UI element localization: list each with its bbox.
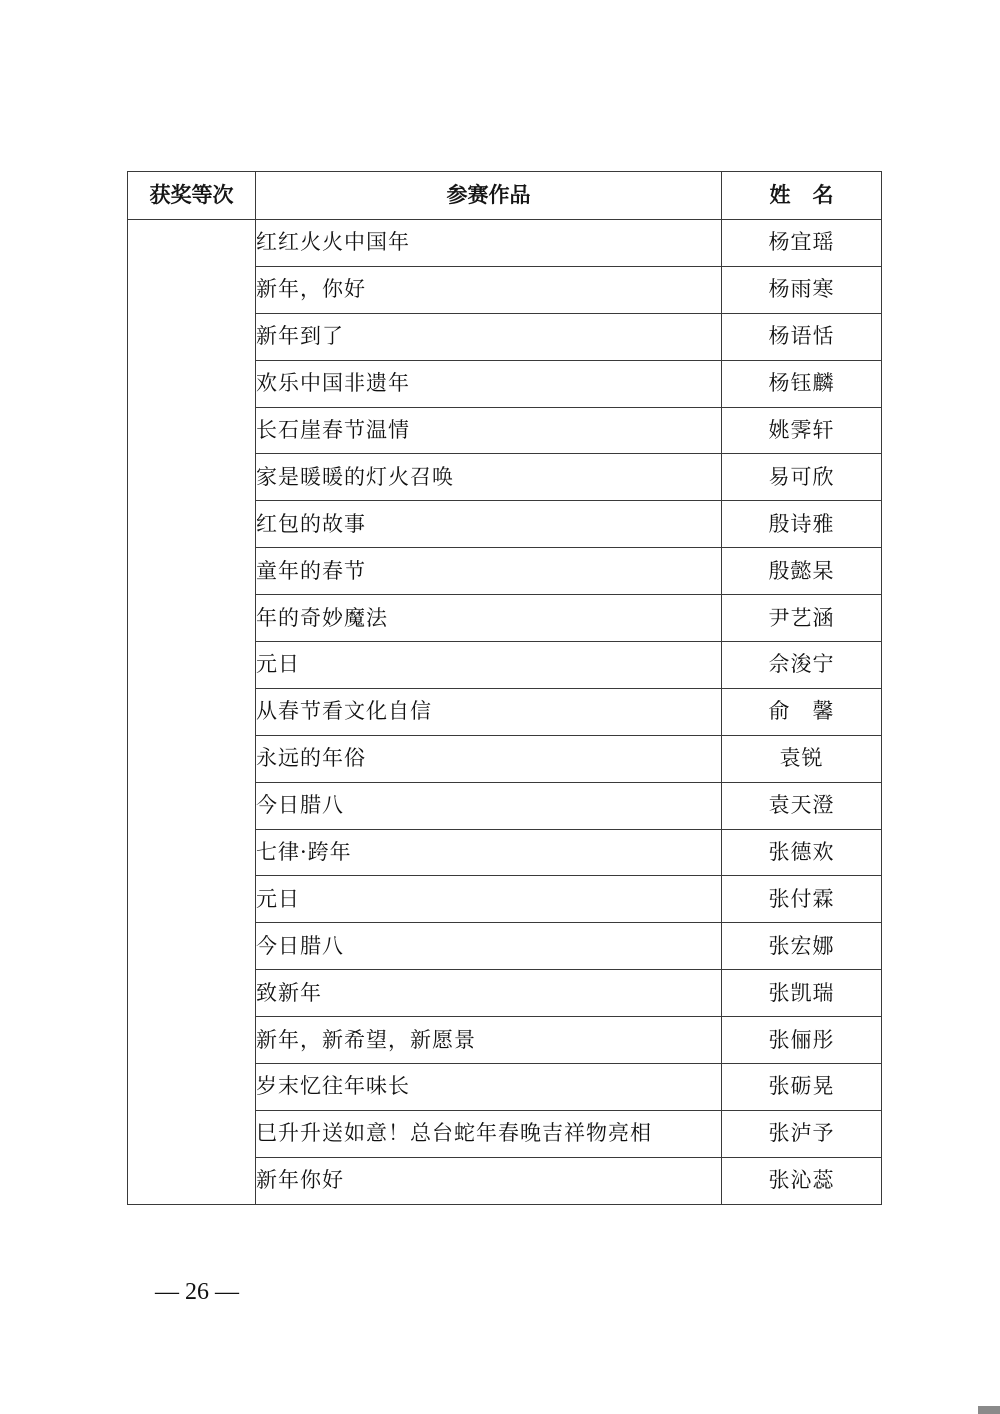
participant-name: 张俪彤 [722, 1017, 882, 1064]
work-title: 红包的故事 [256, 501, 722, 548]
participant-name: 张泸予 [722, 1110, 882, 1157]
participant-name: 易可欣 [722, 454, 882, 501]
participant-name: 张付霖 [722, 876, 882, 923]
participant-name: 杨雨寒 [722, 266, 882, 313]
work-title: 七律·跨年 [256, 829, 722, 876]
work-title: 致新年 [256, 970, 722, 1017]
work-title: 今日腊八 [256, 923, 722, 970]
work-title: 欢乐中国非遗年 [256, 360, 722, 407]
table-header-row [128, 172, 882, 220]
work-title: 元日 [256, 642, 722, 689]
participant-name: 张德欢 [722, 829, 882, 876]
participant-name: 殷诗雅 [722, 501, 882, 548]
work-title: 从春节看文化自信 [256, 688, 722, 735]
award-rank-cell [128, 220, 256, 1205]
work-title: 家是暖暖的灯火召唤 [256, 454, 722, 501]
participant-name: 尹艺涵 [722, 595, 882, 642]
participant-name: 张砺晃 [722, 1064, 882, 1111]
work-title: 红红火火中国年 [256, 220, 722, 267]
work-title: 长石崖春节温情 [256, 407, 722, 454]
participant-name: 俞 馨 [722, 688, 882, 735]
participant-name: 杨宜瑶 [722, 220, 882, 267]
work-title: 元日 [256, 876, 722, 923]
work-title: 新年，你好 [256, 266, 722, 313]
participant-name: 殷懿杲 [722, 548, 882, 595]
awards-table [127, 171, 882, 1205]
work-title: 巳升升送如意！总台蛇年春晚吉祥物亮相 [256, 1110, 722, 1157]
participant-name: 张宏娜 [722, 923, 882, 970]
page-number: — 26 — [155, 1279, 239, 1305]
work-title: 岁末忆往年味长 [256, 1064, 722, 1111]
work-title: 新年，新希望，新愿景 [256, 1017, 722, 1064]
work-title: 年的奇妙魔法 [256, 595, 722, 642]
table-body [128, 220, 882, 1205]
participant-name: 杨钰麟 [722, 360, 882, 407]
work-title: 新年你好 [256, 1157, 722, 1204]
participant-name: 张凯瑞 [722, 970, 882, 1017]
header-award-rank: 获奖等次 [128, 172, 256, 220]
participant-name: 杨语恬 [722, 313, 882, 360]
table-row [128, 220, 882, 267]
participant-name: 佘浚宁 [722, 642, 882, 689]
work-title: 童年的春节 [256, 548, 722, 595]
corner-scroll-indicator [978, 1406, 1000, 1414]
work-title: 今日腊八 [256, 782, 722, 829]
work-title: 永远的年俗 [256, 735, 722, 782]
header-name-label: 姓名 [769, 183, 856, 207]
participant-name: 袁天澄 [722, 782, 882, 829]
participant-name: 张沁蕊 [722, 1157, 882, 1204]
participant-name: 姚霁轩 [722, 407, 882, 454]
header-name [722, 172, 882, 220]
header-entry-work: 参赛作品 [256, 172, 722, 220]
work-title: 新年到了 [256, 313, 722, 360]
participant-name: 袁锐 [722, 735, 882, 782]
